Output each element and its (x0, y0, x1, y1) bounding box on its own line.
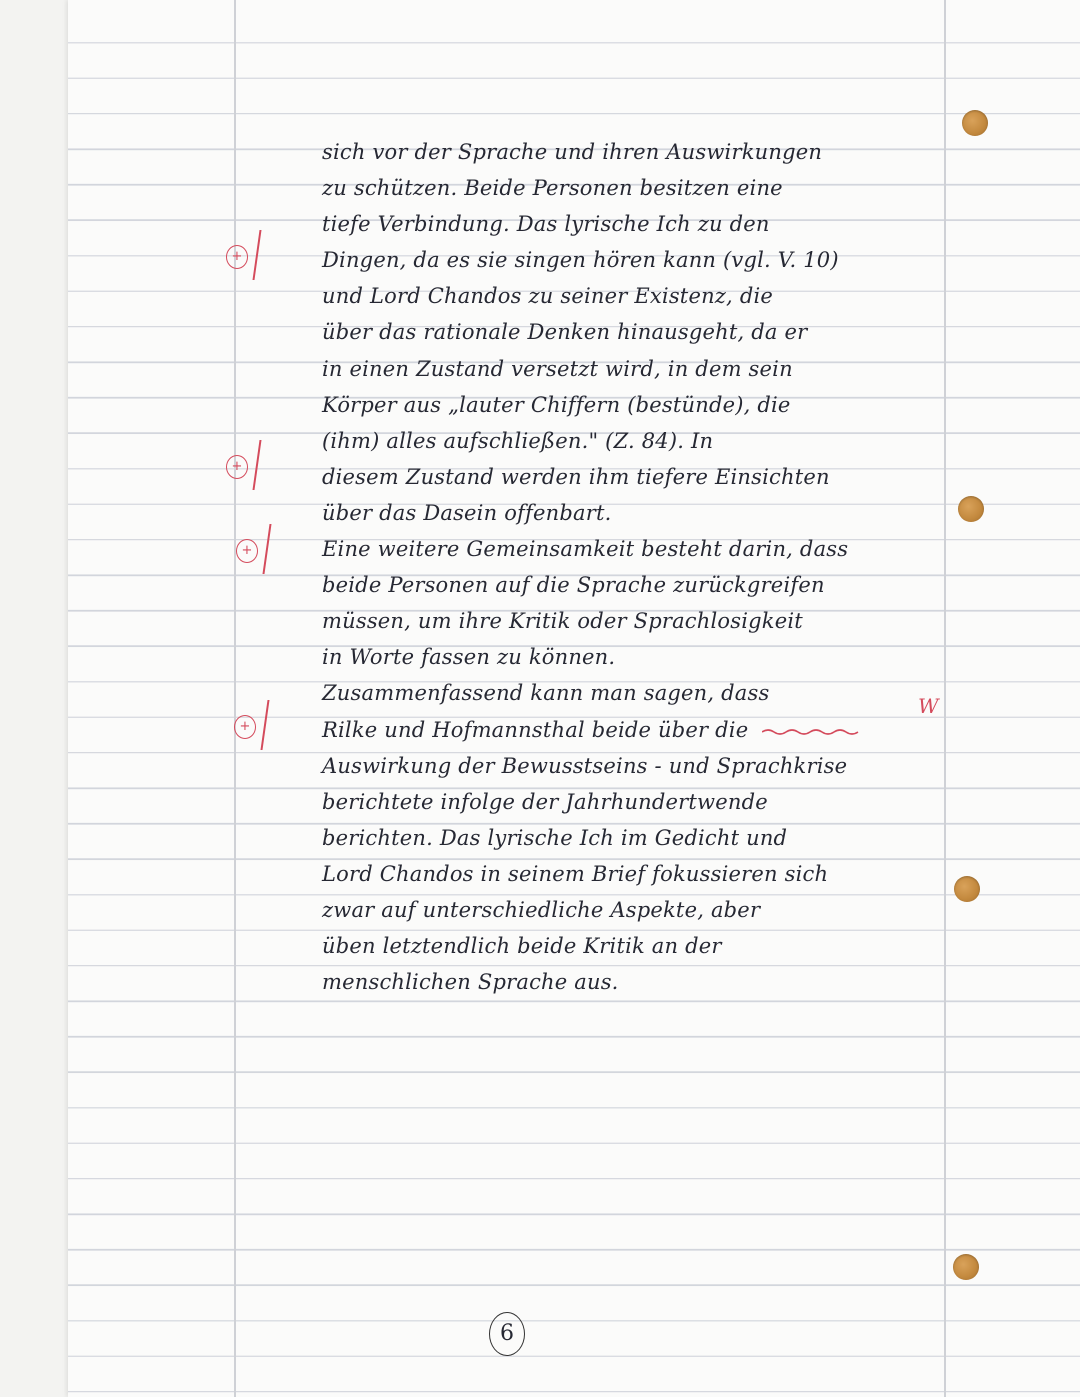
text-line: in einen Zustand versetzt wird, in dem sein (322, 356, 793, 381)
margin-plus-mark: + (226, 230, 258, 280)
punch-hole (958, 496, 984, 522)
punch-hole (953, 1254, 979, 1280)
margin-error-mark: W (918, 694, 939, 718)
left-margin-line (234, 0, 236, 1397)
text-line: beide Personen auf die Sprache zurückgreifen (322, 573, 825, 598)
text-line: (ihm) alles aufschließen." (Z. 84). In (322, 428, 714, 453)
text-line: zu schützen. Beide Personen besitzen eine (322, 176, 783, 201)
text-line: zwar auf unterschiedliche Aspekte, aber (322, 897, 761, 922)
text-line: Rilke und Hofmannsthal beide über die (322, 717, 749, 742)
text-line: Lord Chandos in seinem Brief fokussieren sich (322, 861, 829, 886)
margin-plus-mark: + (234, 700, 266, 750)
text-line: diesem Zustand werden ihm tiefere Einsichten (322, 464, 830, 489)
punch-hole (962, 110, 988, 136)
text-line: Körper aus „lauter Chiffern (bestünde), die (322, 392, 791, 417)
text-line: sich vor der Sprache und ihren Auswirkungen (322, 140, 823, 164)
text-line: üben letztendlich beide Kritik an der (322, 934, 722, 959)
text-line: berichten. Das lyrische Ich im Gedicht und (322, 825, 788, 850)
margin-plus-mark: + (236, 524, 268, 574)
page-number: 6 (489, 1312, 525, 1356)
text-line: menschlichen Sprache aus. (322, 970, 619, 995)
text-line: über das Dasein offenbart. (322, 500, 612, 525)
text-line: Eine weitere Gemeinsamkeit besteht darin, dass (322, 537, 849, 562)
text-line: Dingen, da es sie singen hören kann (vgl. V. 10) (322, 248, 839, 273)
margin-plus-mark: + (226, 440, 258, 490)
text-line: berichtete infolge der Jahrhundertwende (322, 789, 768, 814)
right-margin-line (944, 0, 946, 1397)
text-line: Zusammenfassend kann man sagen, dass (322, 681, 770, 706)
text-line: und Lord Chandos zu seiner Existenz, die (322, 284, 773, 309)
punch-hole (954, 876, 980, 902)
text-line: über das rationale Denken hinausgeht, da er (322, 320, 808, 345)
text-line: in Worte fassen zu können. (322, 645, 616, 670)
text-line: müssen, um ihre Kritik oder Sprachlosigkeit (322, 609, 803, 634)
text-line: Auswirkung der Bewusstseins - und Sprachkrise (322, 753, 848, 778)
text-line: tiefe Verbindung. Das lyrische Ich zu den (322, 212, 770, 237)
handwritten-text (322, 134, 882, 1000)
